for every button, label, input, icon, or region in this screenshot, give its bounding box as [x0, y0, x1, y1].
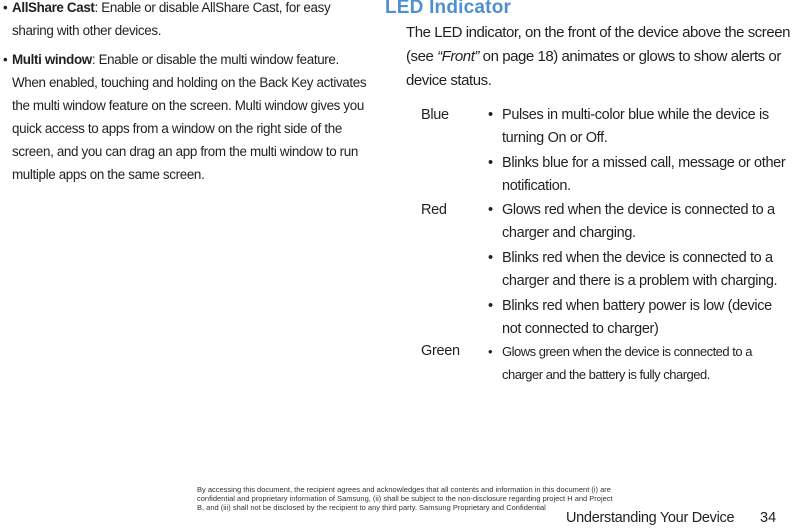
led-label-green: Green	[421, 343, 460, 359]
bullet-term: Multi window	[12, 52, 92, 67]
led-items-red	[488, 199, 788, 343]
led-item	[488, 199, 788, 245]
led-label-red: Red	[421, 202, 447, 218]
front-link[interactable]: “Front”	[437, 48, 479, 65]
led-item	[488, 104, 788, 150]
bullet-dot: •	[488, 202, 493, 218]
bullet-text: : Enable or disable the multi window feature. When enabled, touching and holding on the Back Key activates the multi window feature on the screen. Multi window gives you quick access to apps from a window on the right side of the screen, and you can drag an app from the multi window to run multiple apps on the same screen.	[12, 52, 367, 182]
intro-text: The LED indicator, on the front of the device above the screen (see	[406, 24, 791, 65]
led-item-text: Blinks red when battery power is low (device not connected to charger)	[502, 298, 772, 337]
led-items-green	[488, 340, 788, 388]
bullet-allshare-cast	[3, 0, 375, 42]
bullet-text: : Enable or disable AllShare Cast, for easy sharing with other devices.	[12, 0, 331, 38]
bullet-dot: •	[488, 344, 493, 359]
footer-chapter-title: Understanding Your Device	[566, 510, 735, 526]
section-title: LED Indicator	[385, 0, 512, 18]
section-intro	[406, 21, 792, 93]
bullet-multi-window	[3, 48, 375, 186]
led-item-text: Blinks red when the device is connected to a charger and there is a problem with charging.	[502, 250, 778, 289]
bullet-dot: •	[488, 155, 493, 171]
bullet-dot: •	[3, 0, 8, 15]
led-items-blue	[488, 104, 788, 200]
bullet-dot: •	[3, 52, 8, 67]
led-item-text: Pulses in multi-color blue while the device is turning On or Off.	[502, 107, 769, 146]
bullet-dot: •	[488, 250, 493, 266]
led-label-blue: Blue	[421, 107, 449, 123]
led-item	[488, 152, 788, 198]
led-item	[488, 247, 788, 293]
confidentiality-disclaimer: By accessing this document, the recipient agrees and acknowledges that all contents and information in this document (i) are confidential and proprietary information of Samsung, (ii) shall be subject to the non-disclosure regarding project H and Project B, and (iii) shall not be disclosed by the recipient to any third party. Samsung Proprietary and Confidential	[197, 485, 613, 512]
left-column	[3, 0, 375, 192]
led-item	[488, 295, 788, 341]
led-item-text: Glows green when the device is connected to a charger and the battery is fully charged.	[502, 344, 752, 382]
led-item-text: Blinks blue for a missed call, message or other notification.	[502, 155, 786, 194]
bullet-dot: •	[488, 298, 493, 314]
page-number: 34	[760, 510, 777, 526]
bullet-term: AllShare Cast	[12, 0, 95, 15]
led-item-text: Glows red when the device is connected to a charger and charging.	[502, 202, 775, 241]
intro-text-end: on page 18) animates or glows to show alerts or device status.	[406, 48, 781, 89]
bullet-dot: •	[488, 107, 493, 123]
led-item	[488, 340, 788, 386]
